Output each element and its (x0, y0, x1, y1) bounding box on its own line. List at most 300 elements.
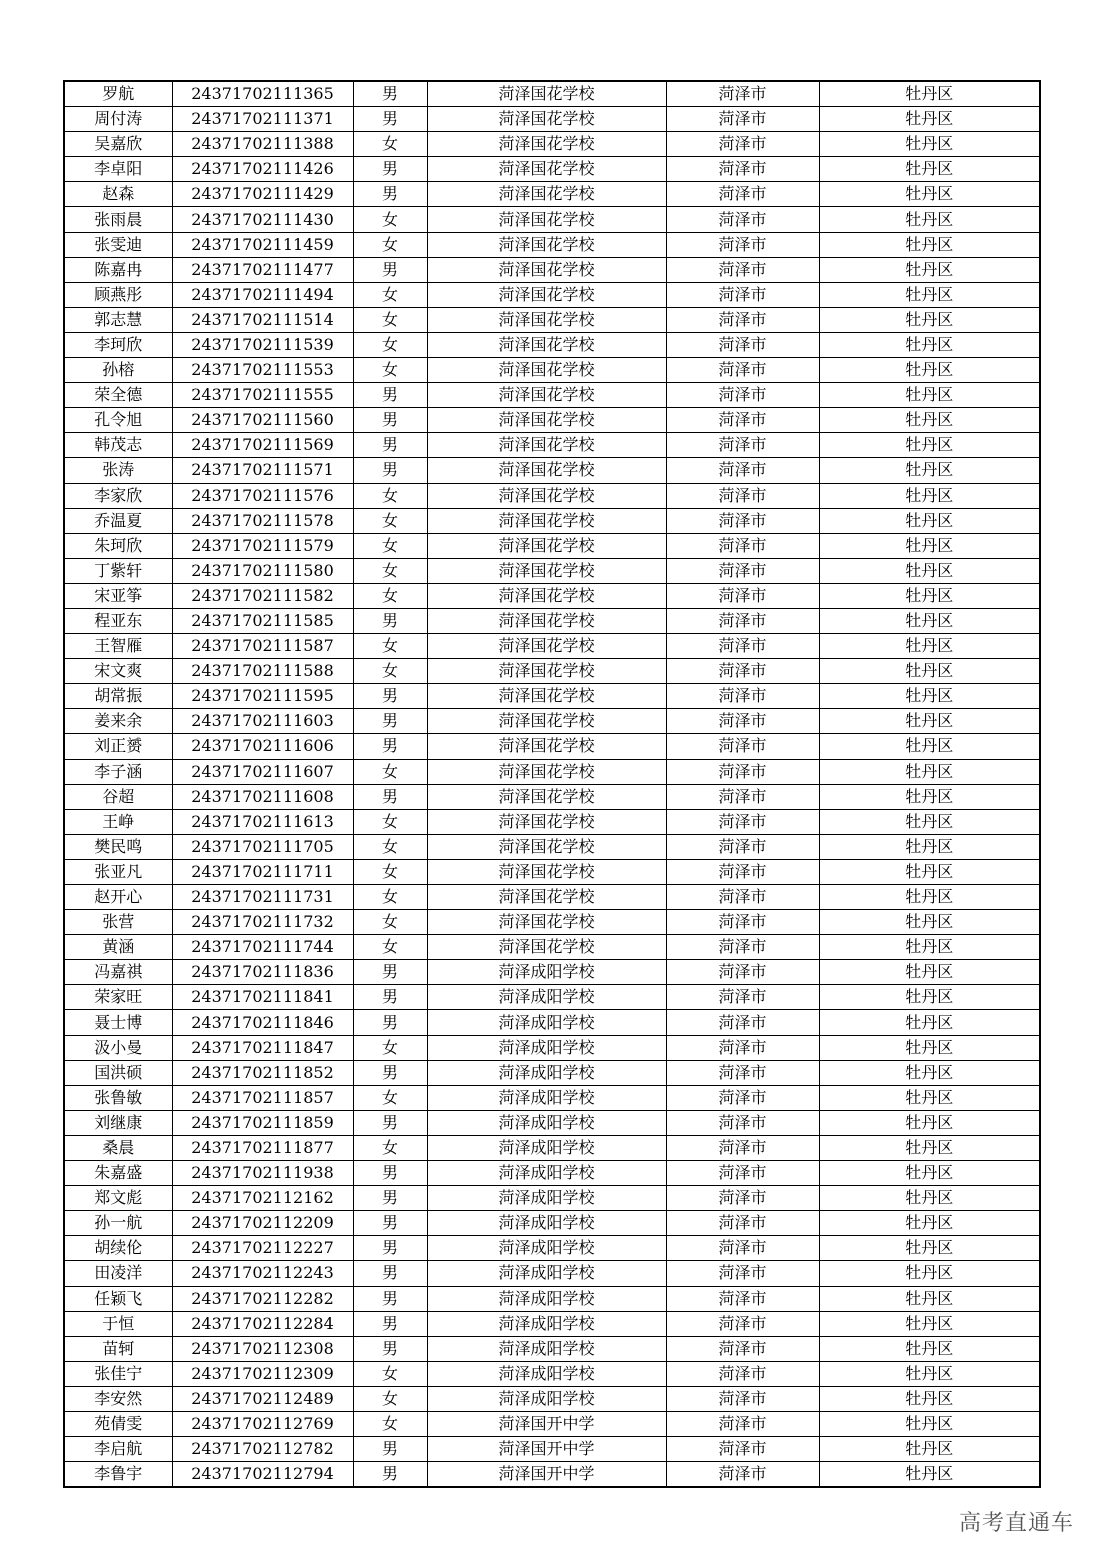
district-cell: 牡丹区 (819, 910, 1040, 935)
city-cell: 菏泽市 (666, 383, 819, 408)
gender-cell: 女 (353, 332, 427, 357)
exam-number-cell: 24371702111571 (172, 458, 353, 483)
student-name-cell: 李安然 (64, 1386, 172, 1411)
district-cell: 牡丹区 (819, 759, 1040, 784)
district-cell: 牡丹区 (819, 659, 1040, 684)
city-cell: 菏泽市 (666, 1010, 819, 1035)
exam-number-cell: 24371702111852 (172, 1060, 353, 1085)
city-cell: 菏泽市 (666, 784, 819, 809)
table-row (64, 759, 1040, 784)
school-cell: 菏泽国花学校 (427, 282, 666, 307)
district-cell: 牡丹区 (819, 1211, 1040, 1236)
gender-cell: 女 (353, 1386, 427, 1411)
gender-cell: 女 (353, 935, 427, 960)
exam-number-cell: 24371702111578 (172, 508, 353, 533)
district-cell: 牡丹区 (819, 1110, 1040, 1135)
table-row (64, 1411, 1040, 1436)
school-cell: 菏泽国花学校 (427, 433, 666, 458)
city-cell: 菏泽市 (666, 1386, 819, 1411)
school-cell: 菏泽成阳学校 (427, 1211, 666, 1236)
school-cell: 菏泽国花学校 (427, 709, 666, 734)
exam-number-cell: 24371702111580 (172, 558, 353, 583)
table-row (64, 1261, 1040, 1286)
city-cell: 菏泽市 (666, 433, 819, 458)
exam-number-cell: 24371702111555 (172, 383, 353, 408)
school-cell: 菏泽国花学校 (427, 634, 666, 659)
school-cell: 菏泽成阳学校 (427, 1261, 666, 1286)
table-row (64, 332, 1040, 357)
city-cell: 菏泽市 (666, 1437, 819, 1462)
district-cell: 牡丹区 (819, 1010, 1040, 1035)
district-cell: 牡丹区 (819, 508, 1040, 533)
city-cell: 菏泽市 (666, 332, 819, 357)
table-row (64, 207, 1040, 232)
gender-cell: 女 (353, 1361, 427, 1386)
city-cell: 菏泽市 (666, 1336, 819, 1361)
gender-cell: 男 (353, 1010, 427, 1035)
student-name-cell: 张鲁敏 (64, 1085, 172, 1110)
city-cell: 菏泽市 (666, 885, 819, 910)
city-cell: 菏泽市 (666, 558, 819, 583)
exam-number-cell: 24371702111371 (172, 107, 353, 132)
district-cell: 牡丹区 (819, 960, 1040, 985)
student-name-cell: 王智雁 (64, 634, 172, 659)
school-cell: 菏泽成阳学校 (427, 1035, 666, 1060)
school-cell: 菏泽国花学校 (427, 107, 666, 132)
exam-number-cell: 24371702111938 (172, 1161, 353, 1186)
student-name-cell: 郑文彪 (64, 1186, 172, 1211)
student-name-cell: 乔温夏 (64, 508, 172, 533)
district-cell: 牡丹区 (819, 1035, 1040, 1060)
school-cell: 菏泽国花学校 (427, 358, 666, 383)
city-cell: 菏泽市 (666, 935, 819, 960)
gender-cell: 女 (353, 634, 427, 659)
district-cell: 牡丹区 (819, 1085, 1040, 1110)
school-cell: 菏泽国开中学 (427, 1437, 666, 1462)
district-cell: 牡丹区 (819, 458, 1040, 483)
school-cell: 菏泽国花学校 (427, 834, 666, 859)
city-cell: 菏泽市 (666, 709, 819, 734)
student-name-cell: 任颖飞 (64, 1286, 172, 1311)
district-cell: 牡丹区 (819, 483, 1040, 508)
gender-cell: 女 (353, 1035, 427, 1060)
student-name-cell: 李启航 (64, 1437, 172, 1462)
student-name-cell: 程亚东 (64, 608, 172, 633)
student-name-cell: 桑晨 (64, 1135, 172, 1160)
school-cell: 菏泽国开中学 (427, 1411, 666, 1436)
district-cell: 牡丹区 (819, 533, 1040, 558)
exam-number-cell: 24371702111514 (172, 307, 353, 332)
table-row (64, 1010, 1040, 1035)
school-cell: 菏泽国花学校 (427, 935, 666, 960)
city-cell: 菏泽市 (666, 1135, 819, 1160)
exam-number-cell: 24371702111576 (172, 483, 353, 508)
school-cell: 菏泽国花学校 (427, 759, 666, 784)
city-cell: 菏泽市 (666, 1161, 819, 1186)
student-name-cell: 张营 (64, 910, 172, 935)
city-cell: 菏泽市 (666, 458, 819, 483)
school-cell: 菏泽国花学校 (427, 157, 666, 182)
exam-number-cell: 24371702111585 (172, 608, 353, 633)
city-cell: 菏泽市 (666, 1361, 819, 1386)
school-cell: 菏泽成阳学校 (427, 1386, 666, 1411)
district-cell: 牡丹区 (819, 132, 1040, 157)
city-cell: 菏泽市 (666, 533, 819, 558)
school-cell: 菏泽国花学校 (427, 81, 666, 107)
gender-cell: 男 (353, 408, 427, 433)
gender-cell: 男 (353, 1060, 427, 1085)
exam-number-cell: 24371702111579 (172, 533, 353, 558)
table-row (64, 408, 1040, 433)
district-cell: 牡丹区 (819, 709, 1040, 734)
gender-cell: 女 (353, 483, 427, 508)
table-row (64, 533, 1040, 558)
table-row (64, 834, 1040, 859)
exam-number-cell: 24371702111588 (172, 659, 353, 684)
student-name-cell: 朱珂欣 (64, 533, 172, 558)
exam-number-cell: 24371702111744 (172, 935, 353, 960)
district-cell: 牡丹区 (819, 358, 1040, 383)
gender-cell: 男 (353, 182, 427, 207)
table-row (64, 634, 1040, 659)
gender-cell: 男 (353, 1211, 427, 1236)
school-cell: 菏泽成阳学校 (427, 1286, 666, 1311)
student-name-cell: 王峥 (64, 809, 172, 834)
school-cell: 菏泽成阳学校 (427, 1135, 666, 1160)
student-name-cell: 孙一航 (64, 1211, 172, 1236)
gender-cell: 男 (353, 1110, 427, 1135)
city-cell: 菏泽市 (666, 960, 819, 985)
city-cell: 菏泽市 (666, 985, 819, 1010)
student-name-cell: 张佳宁 (64, 1361, 172, 1386)
school-cell: 菏泽国花学校 (427, 483, 666, 508)
gender-cell: 男 (353, 81, 427, 107)
exam-number-cell: 24371702112243 (172, 1261, 353, 1286)
gender-cell: 女 (353, 1085, 427, 1110)
city-cell: 菏泽市 (666, 1311, 819, 1336)
table-row (64, 132, 1040, 157)
exam-number-cell: 24371702111705 (172, 834, 353, 859)
exam-number-cell: 24371702112308 (172, 1336, 353, 1361)
table-row (64, 358, 1040, 383)
table-row (64, 1186, 1040, 1211)
school-cell: 菏泽国花学校 (427, 132, 666, 157)
gender-cell: 男 (353, 1286, 427, 1311)
city-cell: 菏泽市 (666, 307, 819, 332)
school-cell: 菏泽国花学校 (427, 910, 666, 935)
school-cell: 菏泽成阳学校 (427, 1060, 666, 1085)
table-row (64, 1085, 1040, 1110)
city-cell: 菏泽市 (666, 634, 819, 659)
district-cell: 牡丹区 (819, 583, 1040, 608)
exam-number-cell: 24371702111426 (172, 157, 353, 182)
table-row (64, 809, 1040, 834)
table-row (64, 483, 1040, 508)
student-name-cell: 荣家旺 (64, 985, 172, 1010)
exam-number-cell: 24371702111836 (172, 960, 353, 985)
exam-number-cell: 24371702111846 (172, 1010, 353, 1035)
table-row (64, 1161, 1040, 1186)
school-cell: 菏泽国花学校 (427, 809, 666, 834)
student-name-cell: 李珂欣 (64, 332, 172, 357)
city-cell: 菏泽市 (666, 207, 819, 232)
table-row (64, 985, 1040, 1010)
student-name-cell: 聂士博 (64, 1010, 172, 1035)
student-name-cell: 赵森 (64, 182, 172, 207)
school-cell: 菏泽成阳学校 (427, 1110, 666, 1135)
table-row (64, 458, 1040, 483)
district-cell: 牡丹区 (819, 859, 1040, 884)
school-cell: 菏泽成阳学校 (427, 1236, 666, 1261)
gender-cell: 男 (353, 157, 427, 182)
gender-cell: 女 (353, 232, 427, 257)
exam-number-cell: 24371702111847 (172, 1035, 353, 1060)
exam-number-cell: 24371702111429 (172, 182, 353, 207)
district-cell: 牡丹区 (819, 1186, 1040, 1211)
table-row (64, 784, 1040, 809)
table-row (64, 659, 1040, 684)
district-cell: 牡丹区 (819, 383, 1040, 408)
student-name-cell: 汲小曼 (64, 1035, 172, 1060)
exam-number-cell: 24371702111553 (172, 358, 353, 383)
city-cell: 菏泽市 (666, 1110, 819, 1135)
school-cell: 菏泽成阳学校 (427, 1361, 666, 1386)
exam-number-cell: 24371702111569 (172, 433, 353, 458)
table-row (64, 558, 1040, 583)
exam-number-cell: 24371702112769 (172, 1411, 353, 1436)
gender-cell: 男 (353, 458, 427, 483)
district-cell: 牡丹区 (819, 608, 1040, 633)
city-cell: 菏泽市 (666, 809, 819, 834)
school-cell: 菏泽国花学校 (427, 232, 666, 257)
school-cell: 菏泽成阳学校 (427, 1311, 666, 1336)
district-cell: 牡丹区 (819, 734, 1040, 759)
district-cell: 牡丹区 (819, 157, 1040, 182)
exam-number-cell: 24371702111560 (172, 408, 353, 433)
gender-cell: 男 (353, 1236, 427, 1261)
gender-cell: 女 (353, 809, 427, 834)
student-name-cell: 宋亚筝 (64, 583, 172, 608)
exam-number-cell: 24371702112794 (172, 1462, 353, 1488)
district-cell: 牡丹区 (819, 558, 1040, 583)
school-cell: 菏泽成阳学校 (427, 1085, 666, 1110)
student-name-cell: 刘继康 (64, 1110, 172, 1135)
gender-cell: 男 (353, 107, 427, 132)
district-cell: 牡丹区 (819, 935, 1040, 960)
student-name-cell: 朱嘉盛 (64, 1161, 172, 1186)
gender-cell: 女 (353, 910, 427, 935)
student-name-cell: 胡续伦 (64, 1236, 172, 1261)
city-cell: 菏泽市 (666, 1211, 819, 1236)
table-row (64, 307, 1040, 332)
gender-cell: 男 (353, 960, 427, 985)
exam-number-cell: 24371702111711 (172, 859, 353, 884)
district-cell: 牡丹区 (819, 1286, 1040, 1311)
gender-cell: 女 (353, 533, 427, 558)
gender-cell: 男 (353, 608, 427, 633)
gender-cell: 女 (353, 659, 427, 684)
district-cell: 牡丹区 (819, 1236, 1040, 1261)
city-cell: 菏泽市 (666, 859, 819, 884)
district-cell: 牡丹区 (819, 634, 1040, 659)
exam-number-cell: 24371702112209 (172, 1211, 353, 1236)
student-name-cell: 罗航 (64, 81, 172, 107)
exam-number-cell: 24371702111613 (172, 809, 353, 834)
gender-cell: 男 (353, 1261, 427, 1286)
city-cell: 菏泽市 (666, 834, 819, 859)
city-cell: 菏泽市 (666, 659, 819, 684)
table-row (64, 1336, 1040, 1361)
district-cell: 牡丹区 (819, 1361, 1040, 1386)
school-cell: 菏泽国花学校 (427, 885, 666, 910)
table-row (64, 709, 1040, 734)
district-cell: 牡丹区 (819, 307, 1040, 332)
table-row (64, 383, 1040, 408)
school-cell: 菏泽国花学校 (427, 859, 666, 884)
gender-cell: 女 (353, 834, 427, 859)
student-name-cell: 苗轲 (64, 1336, 172, 1361)
exam-number-cell: 24371702111841 (172, 985, 353, 1010)
table-row (64, 282, 1040, 307)
table-row (64, 684, 1040, 709)
exam-number-cell: 24371702111603 (172, 709, 353, 734)
city-cell: 菏泽市 (666, 1261, 819, 1286)
school-cell: 菏泽成阳学校 (427, 1336, 666, 1361)
school-cell: 菏泽成阳学校 (427, 1186, 666, 1211)
city-cell: 菏泽市 (666, 583, 819, 608)
table-row (64, 1462, 1040, 1488)
school-cell: 菏泽国花学校 (427, 332, 666, 357)
table-row (64, 1110, 1040, 1135)
school-cell: 菏泽国花学校 (427, 558, 666, 583)
district-cell: 牡丹区 (819, 784, 1040, 809)
exam-number-cell: 24371702111877 (172, 1135, 353, 1160)
student-name-cell: 周付涛 (64, 107, 172, 132)
city-cell: 菏泽市 (666, 1462, 819, 1488)
district-cell: 牡丹区 (819, 257, 1040, 282)
city-cell: 菏泽市 (666, 358, 819, 383)
exam-number-cell: 24371702111539 (172, 332, 353, 357)
city-cell: 菏泽市 (666, 483, 819, 508)
exam-number-cell: 24371702112282 (172, 1286, 353, 1311)
exam-number-cell: 24371702111430 (172, 207, 353, 232)
student-name-cell: 陈嘉冉 (64, 257, 172, 282)
table-row (64, 1211, 1040, 1236)
district-cell: 牡丹区 (819, 684, 1040, 709)
district-cell: 牡丹区 (819, 232, 1040, 257)
district-cell: 牡丹区 (819, 207, 1040, 232)
exam-number-cell: 24371702111606 (172, 734, 353, 759)
school-cell: 菏泽国花学校 (427, 684, 666, 709)
school-cell: 菏泽国花学校 (427, 508, 666, 533)
school-cell: 菏泽国花学校 (427, 307, 666, 332)
student-name-cell: 田凌洋 (64, 1261, 172, 1286)
district-cell: 牡丹区 (819, 408, 1040, 433)
student-name-cell: 苑倩雯 (64, 1411, 172, 1436)
student-name-cell: 孙榕 (64, 358, 172, 383)
gender-cell: 女 (353, 307, 427, 332)
student-name-cell: 黄涵 (64, 935, 172, 960)
student-name-cell: 丁紫轩 (64, 558, 172, 583)
student-name-cell: 韩茂志 (64, 433, 172, 458)
exam-number-cell: 24371702111459 (172, 232, 353, 257)
exam-number-cell: 24371702111365 (172, 81, 353, 107)
city-cell: 菏泽市 (666, 759, 819, 784)
gender-cell: 男 (353, 1462, 427, 1488)
exam-number-cell: 24371702111587 (172, 634, 353, 659)
student-name-cell: 樊民鸣 (64, 834, 172, 859)
city-cell: 菏泽市 (666, 734, 819, 759)
student-name-cell: 李鲁宇 (64, 1462, 172, 1488)
city-cell: 菏泽市 (666, 910, 819, 935)
district-cell: 牡丹区 (819, 107, 1040, 132)
gender-cell: 女 (353, 1135, 427, 1160)
student-name-cell: 胡常振 (64, 684, 172, 709)
gender-cell: 男 (353, 985, 427, 1010)
table-row (64, 107, 1040, 132)
exam-number-cell: 24371702111608 (172, 784, 353, 809)
table-row (64, 1311, 1040, 1336)
exam-number-cell: 24371702112284 (172, 1311, 353, 1336)
school-cell: 菏泽国花学校 (427, 182, 666, 207)
table-row (64, 257, 1040, 282)
school-cell: 菏泽成阳学校 (427, 985, 666, 1010)
district-cell: 牡丹区 (819, 885, 1040, 910)
school-cell: 菏泽国花学校 (427, 784, 666, 809)
district-cell: 牡丹区 (819, 1060, 1040, 1085)
gender-cell: 女 (353, 583, 427, 608)
student-name-cell: 赵开心 (64, 885, 172, 910)
district-cell: 牡丹区 (819, 1462, 1040, 1488)
table-row (64, 583, 1040, 608)
gender-cell: 男 (353, 709, 427, 734)
exam-number-cell: 24371702112782 (172, 1437, 353, 1462)
school-cell: 菏泽国花学校 (427, 659, 666, 684)
district-cell: 牡丹区 (819, 433, 1040, 458)
gender-cell: 男 (353, 1336, 427, 1361)
school-cell: 菏泽国花学校 (427, 734, 666, 759)
exam-number-cell: 24371702112309 (172, 1361, 353, 1386)
table-row (64, 1060, 1040, 1085)
gender-cell: 男 (353, 433, 427, 458)
district-cell: 牡丹区 (819, 1386, 1040, 1411)
district-cell: 牡丹区 (819, 1311, 1040, 1336)
exam-number-cell: 24371702111732 (172, 910, 353, 935)
student-name-cell: 李子涵 (64, 759, 172, 784)
table-row (64, 1135, 1040, 1160)
exam-number-cell: 24371702111388 (172, 132, 353, 157)
city-cell: 菏泽市 (666, 508, 819, 533)
exam-number-cell: 24371702112489 (172, 1386, 353, 1411)
table-row (64, 1035, 1040, 1060)
table-row (64, 81, 1040, 107)
roster-body (64, 81, 1040, 1487)
school-cell: 菏泽国花学校 (427, 533, 666, 558)
district-cell: 牡丹区 (819, 1261, 1040, 1286)
gender-cell: 女 (353, 282, 427, 307)
table-row (64, 433, 1040, 458)
student-name-cell: 荣全德 (64, 383, 172, 408)
gender-cell: 女 (353, 1411, 427, 1436)
gender-cell: 男 (353, 383, 427, 408)
gender-cell: 男 (353, 1437, 427, 1462)
gender-cell: 女 (353, 885, 427, 910)
table-row (64, 1361, 1040, 1386)
gender-cell: 男 (353, 1311, 427, 1336)
student-name-cell: 吴嘉欣 (64, 132, 172, 157)
city-cell: 菏泽市 (666, 232, 819, 257)
exam-number-cell: 24371702111595 (172, 684, 353, 709)
